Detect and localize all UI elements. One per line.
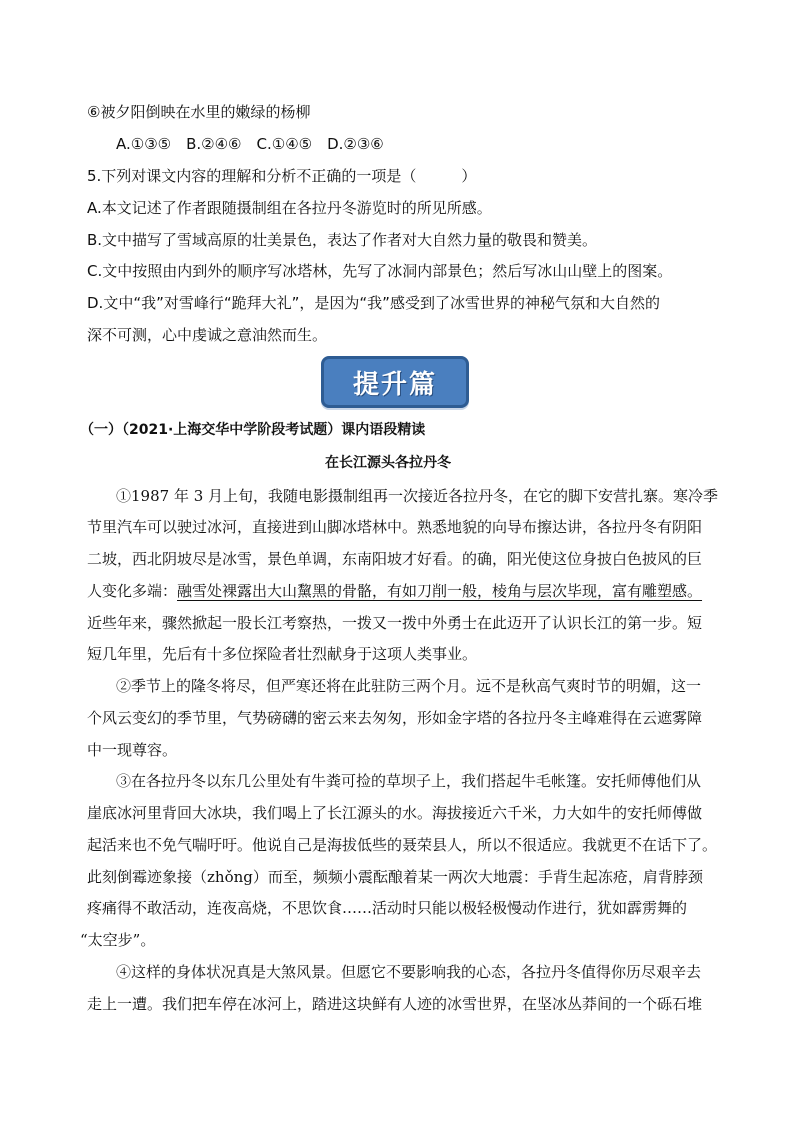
passage-line: 中一现尊容。 [87,741,178,759]
passage-line: 节里汽车可以驶过冰河，直接进到山脚冰塔林中。熟悉地貌的向导布擦达讲，各拉丹冬有阴阳 [87,518,703,536]
passage-line: 起活来也不免气喘吁吁。他说自己是海拔低些的聂荣县人，所以不很适应。我就更不在话下了。 [87,836,718,854]
passage-line [87,581,702,601]
section-banner [321,356,469,408]
q5-stem: 5.下列对课文内容的理解和分析不正确的一项是（ ） [87,167,477,185]
passage-line: 短几年里，先后有十多位探险者壮烈献身于这项人类事业。 [87,645,478,663]
passage-line: “太空步”。 [80,931,156,949]
passage-line: ④这样的身体状况真是大煞风景。但愿它不要影响我的心态，各拉丹冬值得你历尽艰辛去 [116,963,702,981]
q5-option-d-line2: 深不可测，心中虔诚之意油然而生。 [87,326,328,344]
q5-option-c: C.文中按照由内到外的顺序写冰塔林，先写了冰洞内部景色；然后写冰山山壁上的图案。 [87,262,673,280]
q5-option-a: A.本文记述了作者跟随摄制组在各拉丹冬游览时的所见所感。 [87,199,492,217]
section-heading: （一）（2021·上海交华中学阶段考试题）课内语段精读 [80,422,426,438]
passage-line: ③在各拉丹冬以东几公里处有牛粪可捡的草坝子上，我们搭起牛毛帐篷。安托师傅他们从 [116,772,702,790]
passage-line: 个风云变幻的季节里，气势磅礴的密云来去匆匆，形如金字塔的各拉丹冬主峰难得在云遮雾障 [87,709,703,727]
passage-line: ①1987 年 3 月上旬，我随电影摄制组再一次接近各拉丹冬，在它的脚下安营扎寨。寒冷季 [116,487,719,505]
passage-text: 人变化多端： [87,582,178,600]
underlined-sentence: 融雪处裸露出大山黧黑的骨骼，有如刀削一般，棱角与层次毕现，富有雕塑感。 [177,582,703,600]
passage-line: 疼痛得不敢活动，连夜高烧，不思饮食……活动时只能以极轻极慢动作进行，犹如霹雳舞的 [87,899,688,917]
passage-line: 二坡，西北阴坡尽是冰雪，景色单调，东南阳坡才好看。的确，阳光使这位身披白色披风的巨 [87,550,703,568]
q5-option-d-line1: D.文中“我”对雪峰行“跪拜大礼”，是因为“我”感受到了冰雪世界的神秘气氛和大自然的 [87,294,660,312]
passage-line: 此刻倒霉迹象接（zhǒng）而至，频频小震酝酿着某一两次大地震：手背生起冻疮，肩背脖颈 [87,868,703,886]
passage-title: 在长江源头各拉丹冬 [325,455,451,471]
passage-line: ②季节上的隆冬将尽，但严寒还将在此驻防三两个月。远不是秋高气爽时节的明媚，这一 [116,677,702,695]
passage-line: 崖底冰河里背回大冰块，我们喝上了长江源头的水。海拔接近六千米，力大如牛的安托师傅做 [87,804,703,822]
q4-item-6: ⑥被夕阳倒映在水里的嫩绿的杨柳 [87,103,311,121]
banner-label: 提升篇 [352,369,437,400]
passage-line: 近些年来，骤然掀起一股长江考察热，一拨又一拨中外勇士在此迈开了认识长江的第一步。短 [87,614,703,632]
q4-options: A.①③⑤ B.②④⑥ C.①④⑤ D.②③⑥ [116,135,384,153]
passage-line: 走上一遭。我们把车停在冰河上，踏进这块鲜有人迹的冰雪世界，在坚冰丛莽间的一个砾石堆 [87,995,703,1013]
q5-option-b: B.文中描写了雪域高原的壮美景色，表达了作者对大自然力量的敬畏和赞美。 [87,231,598,249]
